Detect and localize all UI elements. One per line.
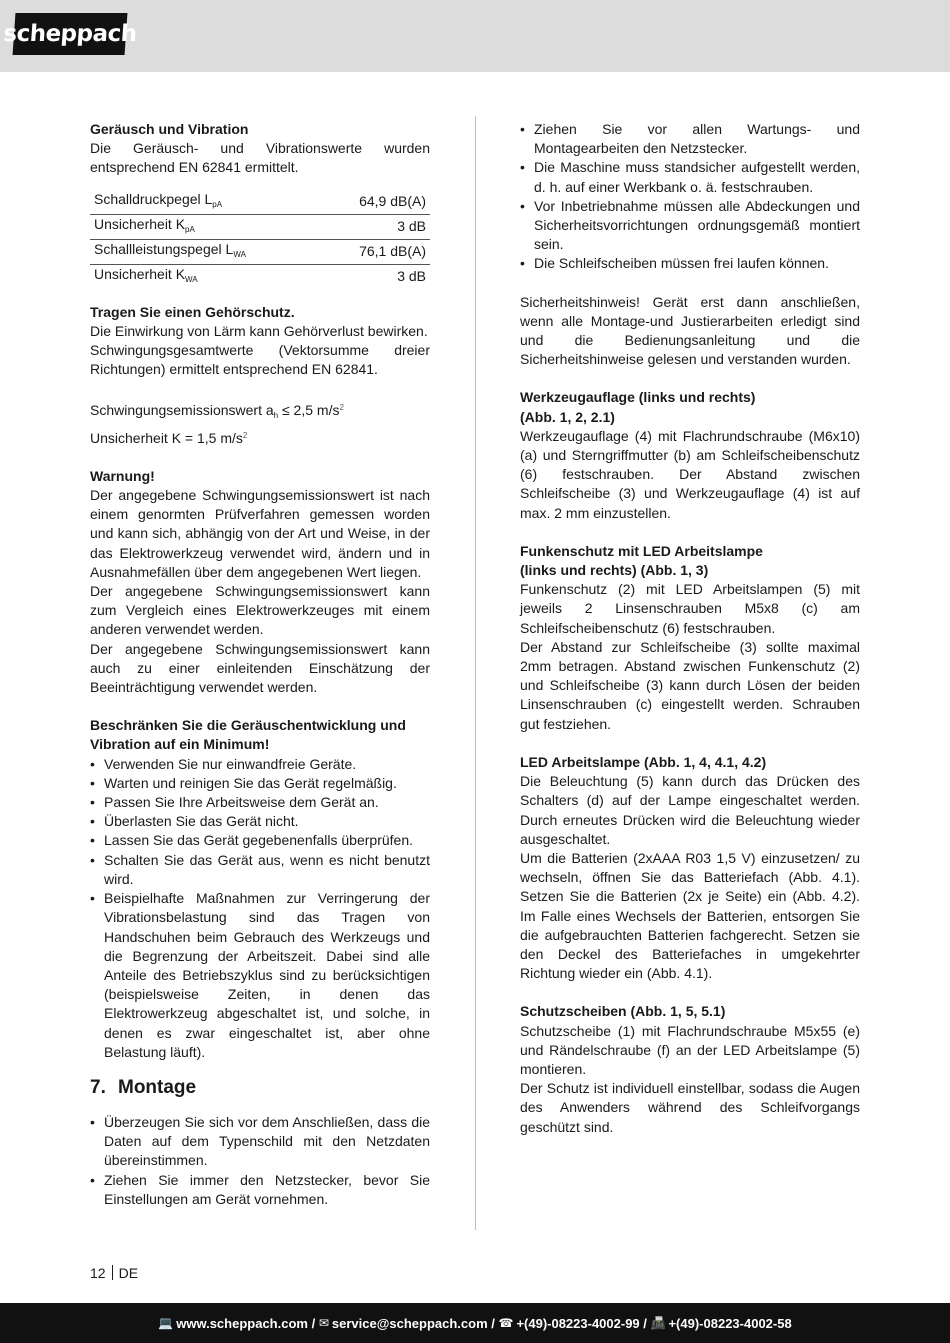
footer-website[interactable]: www.scheppach.com / — [176, 1315, 316, 1331]
led-lamp-text: Die Beleuchtung (5) kann durch das Drücken des Schalters (d) auf der Lampe eingeschaltet werden. Durch erneutes Drücken wird die Beleuchtung wieder ausgeschaltet. — [520, 773, 860, 847]
warning-text: Der angegebene Schwingungsemissionswert kann auch zu einer einleitenden Einschätzung der Beeinträchtigung verwendet werden. — [90, 640, 430, 696]
fax-icon: 📠 — [650, 1316, 666, 1330]
tool-rest-figure-ref: (Abb. 1, 2, 2.1) — [520, 408, 615, 425]
safety-note: Sicherheitshinweis! Gerät erst dann anschließen, wenn alle Montage-und Justierarbeiten erledigt sind und die Bedienungsanleitung und die Sicherheitshinweise gelesen und verstanden wurden. — [520, 293, 860, 368]
spark-guard-text: Funkenschutz (2) mit LED Arbeitslampen (5) mit jeweils 2 Linsenschrauben M5x8 (c) am Schleifscheibenschutz (6) festschrauben. — [520, 581, 860, 636]
row-sub: WA — [185, 274, 198, 284]
preparation-list — [520, 120, 860, 274]
row-sub: WA — [233, 249, 246, 259]
table-row — [90, 190, 430, 215]
list-item: • Beispielhafte Maßnahmen zur Verringerung der Vibrationsbelastung sind das Tragen von Handschuhen beim Gebrauch des Werkzeugs und die Begrenzung der Arbeitszeit. Dabei sind alle Anteile des Betriebszyklus sind zu berücksichtigen (beispielsweise Zeiten, in denen das Elektrowerkzeug abgeschaltet ist, und solche, in denen es zwar eingeschaltet ist, aber ohne Belastung läuft). — [90, 889, 430, 1062]
vibration-value: Schwingungsemissionswert $a_h \le 2,5$ $m/s^2$ — [90, 402, 344, 421]
footer-phone: +(49)-08223-4002-99 / — [516, 1315, 647, 1331]
row-label: Schalldruckpegel L — [94, 190, 213, 207]
hearing-title: Tragen Sie einen Gehörschutz. — [90, 303, 295, 320]
list-item: • Überlasten Sie das Gerät nicht. — [90, 812, 430, 831]
row-sub: pA — [212, 199, 223, 209]
row-value: 3 dB — [397, 268, 426, 285]
list-item: • Überzeugen Sie sich vor dem Anschließen, dass die Daten auf dem Typenschild mit den Netzdaten übereinstimmen. — [90, 1113, 430, 1171]
hearing-text: Schwingungsgesamtwerte (Vektorsumme dreier Richtungen) ermittelt entsprechend EN 62841. — [90, 342, 430, 378]
spark-guard-figure-ref: (links und rechts) (Abb. 1, 3) — [520, 562, 709, 579]
tool-rest-title: Werkzeugauflage (links und rechts) — [520, 389, 756, 406]
list-item: • Lassen Sie das Gerät gegebenenfalls überprüfen. — [90, 831, 430, 850]
list-item: • Die Maschine muss standsicher aufgestellt werden, d. h. auf einer Werkbank o. ä. festschrauben. — [520, 158, 860, 196]
section-heading: 7. Montage — [90, 1076, 197, 1098]
warning-title: Warnung! — [90, 467, 155, 484]
row-label: Schallleistungspegel L — [94, 240, 234, 257]
page-footer — [0, 1303, 950, 1343]
row-value: 3 dB — [322, 214, 431, 239]
table-row — [90, 239, 430, 264]
list-item: • Ziehen Sie immer den Netzstecker, bevor Sie Einstellungen am Gerät vornehmen. — [90, 1171, 430, 1209]
montage-list — [90, 1113, 430, 1209]
row-value: 76,1 dB(A) — [322, 239, 431, 264]
tool-rest-text: Werkzeugauflage (4) mit Flachrundschraube (M6x10) (a) und Sterngriffmutter (b) am Schleifscheibenschutz (6) festschrauben. Der Abstand zwischen Schleifscheibe (3) und Werkzeugauflage (4) ist auf max. 2 mm einzustellen. — [520, 427, 860, 521]
column-divider — [475, 116, 476, 1230]
list-item: • Verwenden Sie nur einwandfreie Geräte. — [90, 755, 430, 774]
shield-text: Schutzscheibe (1) mit Flachrundschraube M5x55 (e) und Rändelschraube (f) an der LED Arbeitslampe (5) montieren. — [520, 1022, 860, 1077]
list-item: • Schalten Sie das Gerät aus, wenn es nicht benutzt wird. — [90, 851, 430, 889]
spark-guard-text: Der Abstand zur Schleifscheibe (3) sollte maximal 2mm betragen. Abstand zwischen Funkenschutz (2) und Schleifscheibe (3) kann durch Lösen der beiden Linsenschrauben (c) eingestellt werden. Schrauben gut festziehen. — [520, 638, 860, 732]
uncertainty-value: Unsicherheit K = 1,5 $m/s^2$ — [90, 429, 248, 446]
telephone-icon: ☎ — [498, 1316, 514, 1330]
led-lamp-title: LED Arbeitslampe (Abb. 1, 4, 4.1, 4.2) — [520, 753, 767, 770]
limit-list — [90, 755, 430, 1062]
list-item: • Passen Sie Ihre Arbeitsweise dem Gerät an. — [90, 793, 430, 812]
noise-table — [90, 190, 430, 289]
spark-guard-title: Funkenschutz mit LED Arbeitslampe — [520, 542, 763, 559]
list-item: • Ziehen Sie vor allen Wartungs- und Montagearbeiten den Netzstecker. — [520, 120, 860, 158]
table-row — [90, 214, 430, 239]
row-label: Unsicherheit K — [94, 265, 186, 282]
page-header — [0, 0, 950, 72]
page-number-separator — [112, 1265, 113, 1280]
list-item: • Die Schleifscheiben müssen frei laufen können. — [520, 254, 860, 273]
limit-title: Beschränken Sie die Geräuschentwicklung und Vibration auf ein Minimum! — [90, 717, 406, 753]
row-value: 64,9 dB(A) — [322, 190, 431, 215]
table-row — [90, 264, 430, 289]
footer-fax: +(49)-08223-4002-58 — [668, 1315, 792, 1331]
envelope-icon: ✉ — [318, 1316, 329, 1330]
led-lamp-text: Um die Batterien (2xAAA R03 1,5 V) einzusetzen/ zu wechseln, öffnen Sie das Batteriefach (Abb. 4.1). Setzen Sie die Batterien (2x je Seite) ein (Abb. 4.2). Im Falle eines Wechsels der Batterien, entsorgen Sie die aufgebrauchten Batterien fachgerecht. Setzen sie den Deckel des Batteriefaches in umgekehrter Richtung wieder ein (Abb. 4.1). — [520, 849, 860, 982]
right-column — [520, 120, 860, 1137]
list-item: • Warten und reinigen Sie das Gerät regelmäßig. — [90, 774, 430, 793]
computer-icon: 💻 — [158, 1316, 174, 1330]
page-number: 12 DE — [90, 1265, 139, 1281]
noise-intro: Die Geräusch- und Vibrationswerte wurden entsprechend EN 62841 ermittelt. — [90, 140, 430, 176]
row-sub: pA — [185, 224, 195, 234]
footer-email[interactable]: service@scheppach.com / — [331, 1315, 495, 1331]
left-column — [90, 120, 430, 1209]
warning-text: Der angegebene Schwingungsemissionswert kann zum Vergleich eines Elektrowerkzeuges mit einem anderen verwendet werden. — [90, 583, 430, 638]
list-item: • Vor Inbetriebnahme müssen alle Abdeckungen und Sicherheitsvorrichtungen ordnungsgemäß montiert sein. — [520, 197, 860, 255]
hearing-text: Die Einwirkung von Lärm kann Gehörverlust bewirken. — [90, 322, 428, 339]
shield-text: Der Schutz ist individuell einstellbar, sodass die Augen des Anwenders während des Schleifvorgangs geschützt sind. — [520, 1080, 860, 1135]
row-label: Unsicherheit K — [94, 215, 186, 232]
noise-title: Geräusch und Vibration — [90, 121, 249, 137]
warning-text: Der angegebene Schwingungsemissionswert ist nach einem genormten Prüfverfahren gemessen worden und kann sich, abhängig von der Art und Weise, in der das Elektrowerkzeug verwendet wird, ändern und in Ausnahmefällen über dem angegebenen Wert liegen. — [90, 487, 430, 580]
shield-title: Schutzscheiben (Abb. 1, 5, 5.1) — [520, 1003, 726, 1020]
brand-logo: scheppach — [13, 13, 128, 55]
